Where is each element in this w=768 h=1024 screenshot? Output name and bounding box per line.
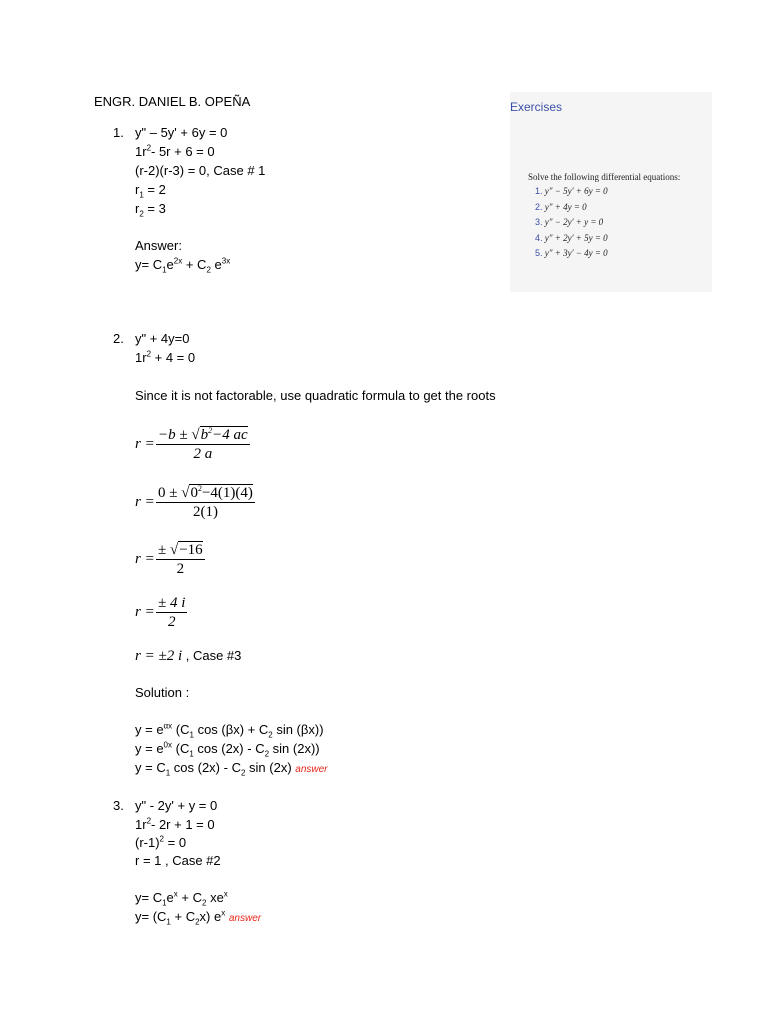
problem-1-characteristic: $1r^2-$ 5r + 6 = 0 bbox=[135, 143, 215, 159]
problem-3-factored: $(r-1)^2 = 0$ bbox=[135, 834, 187, 850]
formula-2-lhs: r = bbox=[135, 494, 155, 510]
solution-label: Solution : bbox=[135, 685, 190, 700]
problem-1-answer-label: Answer: bbox=[135, 238, 182, 253]
formula-3-fraction: $\frac{\pm √-16}{2}$ bbox=[158, 542, 203, 577]
exercise-item: 3. y″ − 2y′ + y = 0 bbox=[535, 217, 604, 227]
solution-final: $y = C_1$ $\cos (2x) - C_2$ sin (2x) answer bbox=[135, 760, 328, 778]
exercise-item: 2. y″ + 4y = 0 bbox=[535, 202, 587, 212]
formula-5: r = ±2 i , Case #3 bbox=[135, 648, 242, 664]
exercises-title: Exercises bbox=[510, 100, 563, 114]
problem-3-equation: y" - 2y' + y = 0 bbox=[135, 798, 218, 813]
problem-1-equation: y" – 5y' + 6y = 0 bbox=[135, 125, 228, 140]
formula-3-lhs: r = bbox=[135, 551, 155, 567]
exercises-image bbox=[510, 92, 712, 292]
exercise-item: 1. y″ − 5y′ + 6y = 0 bbox=[535, 186, 608, 196]
answer-tag: answer bbox=[295, 764, 328, 775]
formula-4-fraction: $\frac{\pm 4 i}{2}$ bbox=[158, 595, 186, 630]
formula-2-fraction: $\frac{0 \pm √0^2-4(1)(4)}{2(1)}$ bbox=[158, 484, 253, 520]
solution-general: $y = e^{\alpha x}$ ($C_1$ $\cos (\beta x) + C_2$ sin (βx)) bbox=[135, 721, 324, 740]
problem-3-characteristic: $1r^2-$ 2r + 1 = 0 bbox=[135, 816, 215, 832]
problem-2-note: Since it is not factorable, use quadratic formula to get the roots bbox=[135, 388, 496, 403]
problem-2-number: 2. bbox=[113, 331, 124, 346]
formula-1-lhs: r = bbox=[135, 436, 155, 452]
problem-3-number: 3. bbox=[113, 798, 124, 813]
exercises-instruction: Solve the following differential equations: bbox=[528, 172, 681, 182]
exercise-item: 4. y″ + 2y′ + 5y = 0 bbox=[535, 233, 608, 243]
problem-2-characteristic: $1r^2 + 4 = 0$ bbox=[135, 349, 196, 365]
author-name: ENGR. DANIEL B. OPEÑA bbox=[94, 94, 251, 109]
problem-1-root-2: $r_2 = 3$ bbox=[135, 201, 166, 219]
solution-substituted: $y = e^{0x}$ ($C_1$ $\cos (2x) - C_2$ sin (2x)) bbox=[135, 740, 320, 759]
answer-tag: answer bbox=[228, 913, 262, 924]
exercise-item: 5. y″ + 3y′ − 4y = 0 bbox=[535, 248, 608, 258]
problem-1-root-1: $r_1 = 2$ bbox=[135, 182, 166, 200]
problem-3-solution-1: $y= C_1e^x + C_2$ $xe^x$ bbox=[135, 889, 228, 908]
problem-1-answer: $y= C_1e^{2x} + C_2$ $e^{3x}$ bbox=[135, 256, 231, 275]
problem-3-solution-2: $y= (C_1 + C_2x)$ $e^x$ answer bbox=[135, 908, 262, 927]
problem-1-number: 1. bbox=[113, 125, 124, 140]
problem-2-equation: y" + 4y=0 bbox=[135, 331, 190, 346]
problem-1-factored: (r-2)(r-3) = 0, Case # 1 bbox=[135, 163, 266, 178]
formula-4-lhs: r = bbox=[135, 604, 155, 620]
problem-3-root: r = 1 , Case #2 bbox=[135, 853, 221, 868]
formula-1-fraction: $\frac{-b \pm √b^2-4 ac}{2 a}$ bbox=[158, 426, 248, 462]
